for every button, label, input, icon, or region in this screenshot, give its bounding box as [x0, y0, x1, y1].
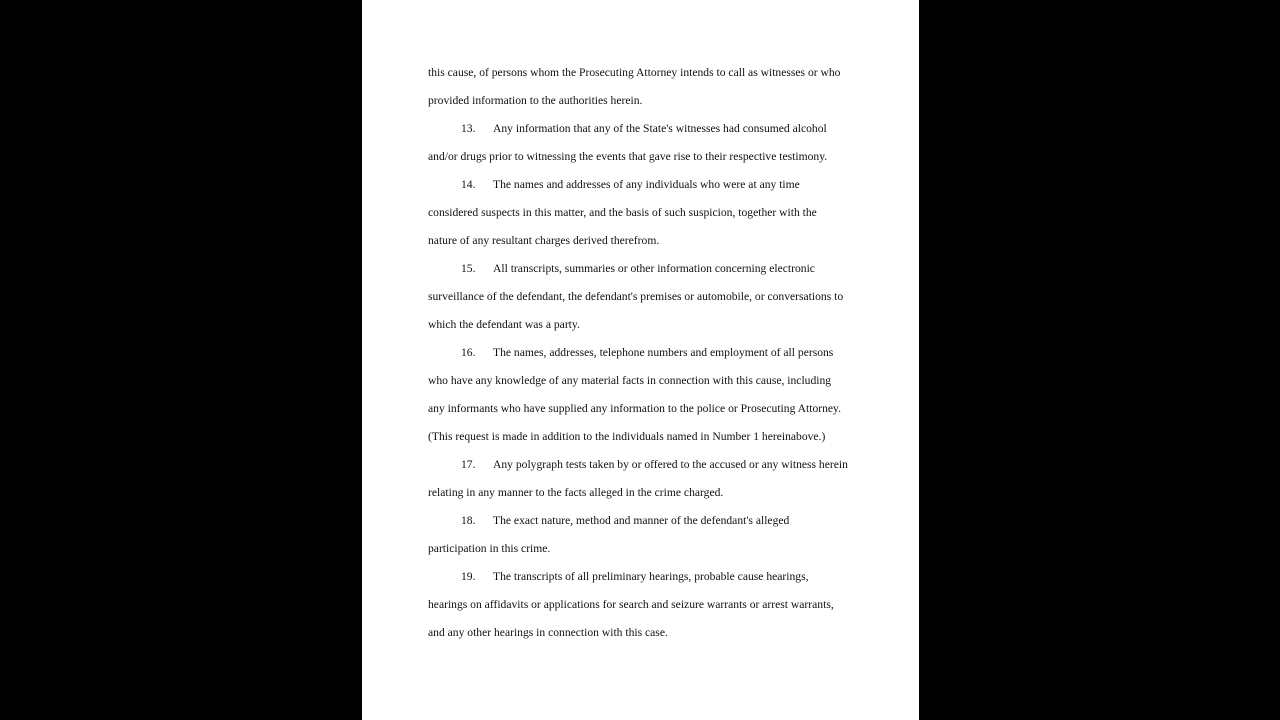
body-text-line: provided information to the authorities herein. — [428, 94, 643, 107]
body-text-line: All transcripts, summaries or other information concerning electronic — [493, 262, 815, 275]
item-number: 15. — [461, 262, 476, 275]
item-number: 13. — [461, 122, 476, 135]
body-text-line: The exact nature, method and manner of the defendant's alleged — [493, 514, 790, 527]
body-text-line: (This request is made in addition to the individuals named in Number 1 hereinabove.) — [428, 430, 826, 443]
item-number: 16. — [461, 346, 476, 359]
body-text-line: relating in any manner to the facts alleged in the crime charged. — [428, 486, 724, 499]
item-number: 17. — [461, 458, 476, 471]
body-text-line: participation in this crime. — [428, 542, 551, 555]
body-text-line: which the defendant was a party. — [428, 318, 580, 331]
body-text-line: surveillance of the defendant, the defendant's premises or automobile, or conversations to — [428, 290, 844, 303]
item-number: 14. — [461, 178, 476, 191]
body-text-line: The names, addresses, telephone numbers and employment of all persons — [493, 346, 834, 359]
body-text-line: and/or drugs prior to witnessing the events that gave rise to their respective testimony. — [428, 150, 828, 163]
body-text-line: this cause, of persons whom the Prosecuting Attorney intends to call as witnesses or who — [428, 66, 841, 79]
body-text-line: Any information that any of the State's witnesses had consumed alcohol — [493, 122, 827, 135]
item-number: 19. — [461, 570, 476, 583]
body-text-line: The transcripts of all preliminary hearings, probable cause hearings, — [493, 570, 809, 583]
body-text-line: Any polygraph tests taken by or offered to the accused or any witness herein — [493, 458, 848, 471]
body-text-line: The names and addresses of any individuals who were at any time — [493, 178, 800, 191]
body-text-line: who have any knowledge of any material facts in connection with this cause, including — [428, 374, 832, 387]
item-number: 18. — [461, 514, 476, 527]
body-text-line: nature of any resultant charges derived therefrom. — [428, 234, 660, 247]
body-text-line: hearings on affidavits or applications for search and seizure warrants or arrest warrants, — [428, 598, 834, 611]
body-text-line: any informants who have supplied any information to the police or Prosecuting Attorney. — [428, 402, 841, 415]
body-text-line: considered suspects in this matter, and the basis of such suspicion, together with the — [428, 206, 817, 219]
body-text-line: and any other hearings in connection with this case. — [428, 626, 668, 639]
document-page — [362, 0, 919, 720]
